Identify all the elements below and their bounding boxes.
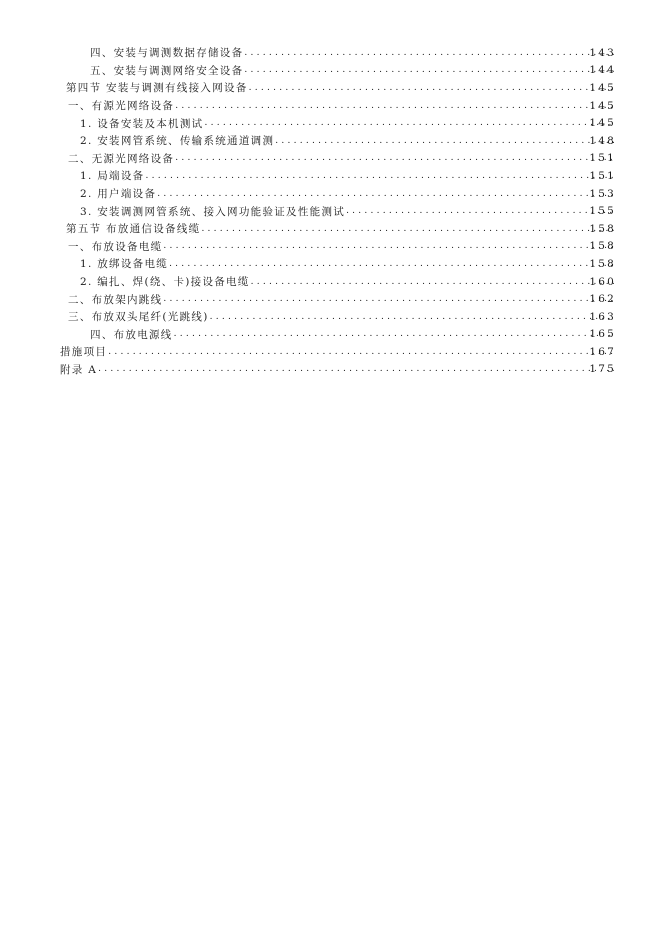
toc-page-number: 160 [589,275,616,288]
toc-entry-title: 四、布放电源线 [90,328,173,341]
toc-page-number: 165 [589,328,616,341]
toc-dot-leader [346,205,614,217]
toc-page-number: 158 [589,222,616,235]
toc-dot-leader [249,82,614,94]
toc-dot-leader [169,258,614,270]
toc-entry-title: 四、安装与调测数据存储设备 [90,47,244,60]
toc-dot-leader [175,100,614,112]
toc-entry-title: 措施项目 [60,346,108,359]
toc-entry-title: 1. 放绑设备电缆 [80,258,169,271]
toc-entry[interactable] [0,44,662,62]
toc-entry[interactable] [0,62,662,80]
toc-entry-title: 二、无源光网络设备 [68,152,175,165]
toc-entry[interactable] [0,132,662,150]
toc-entry-section[interactable] [0,220,662,238]
toc-entry[interactable] [0,273,662,291]
table-of-contents [0,44,662,378]
toc-entry[interactable] [0,97,662,115]
toc-entry-title: 二、布放架内跳线 [68,293,163,306]
toc-entry-title: 1. 局端设备 [80,170,145,183]
toc-entry[interactable] [0,202,662,220]
toc-entry-title: 第五节 布放通信设备线缆 [66,223,201,236]
toc-page-number: 175 [589,363,616,376]
toc-entry-title: 第四节 安装与调测有线接入网设备 [66,82,248,95]
toc-entry-title: 2. 安装网管系统、传输系统通道调测 [80,135,275,148]
toc-dot-leader [157,188,614,200]
toc-page-number: 162 [589,293,616,306]
toc-dot-leader [163,240,614,252]
toc-page-number: 167 [589,345,616,358]
toc-dot-leader [204,117,614,129]
toc-dot-leader [163,293,614,305]
toc-entry-title: 2. 用户端设备 [80,188,157,201]
toc-entry-title: 三、布放双头尾纤(光跳线) [68,311,209,324]
toc-page-number: 155 [589,205,616,218]
toc-dot-leader [175,152,614,164]
toc-page-number: 145 [589,81,616,94]
toc-page-number: 145 [589,99,616,112]
toc-entry-title: 附录 A [60,363,98,376]
toc-dot-leader [174,328,614,340]
toc-entry-title: 2. 编扎、焊(绕、卡)接设备电缆 [80,276,250,289]
toc-page-number: 151 [589,169,616,182]
toc-entry-title: 3. 安装调测网管系统、接入网功能验证及性能测试 [80,205,346,218]
toc-entry-chapter[interactable] [0,361,662,379]
toc-dot-leader [275,135,614,147]
toc-entry-chapter[interactable] [0,343,662,361]
toc-entry[interactable] [0,185,662,203]
toc-page-number: 163 [589,310,616,323]
toc-entry[interactable] [0,326,662,344]
toc-page-number: 158 [589,257,616,270]
toc-page-number: 148 [589,134,616,147]
toc-entry[interactable] [0,167,662,185]
toc-page-number: 145 [589,117,616,130]
toc-entry[interactable] [0,238,662,256]
toc-entry[interactable] [0,255,662,273]
toc-dot-leader [201,223,614,235]
toc-entry-section[interactable] [0,79,662,97]
toc-dot-leader [108,346,614,358]
toc-entry[interactable] [0,308,662,326]
toc-entry-title: 一、有源光网络设备 [68,100,175,113]
toc-page-number: 143 [589,46,616,59]
toc-entry[interactable] [0,114,662,132]
toc-dot-leader [210,311,614,323]
toc-page-number: 153 [589,187,616,200]
toc-page-number: 144 [589,64,616,77]
toc-entry[interactable] [0,150,662,168]
toc-dot-leader [244,47,614,59]
toc-entry-title: 一、布放设备电缆 [68,240,163,253]
toc-dot-leader [145,170,614,182]
toc-entry-title: 1. 设备安装及本机测试 [80,117,204,130]
toc-page-number: 158 [589,240,616,253]
toc-page-number: 151 [589,152,616,165]
toc-entry[interactable] [0,290,662,308]
toc-dot-leader [251,276,614,288]
toc-entry-title: 五、安装与调测网络安全设备 [90,64,244,77]
toc-dot-leader [244,64,614,76]
toc-dot-leader [98,363,614,375]
